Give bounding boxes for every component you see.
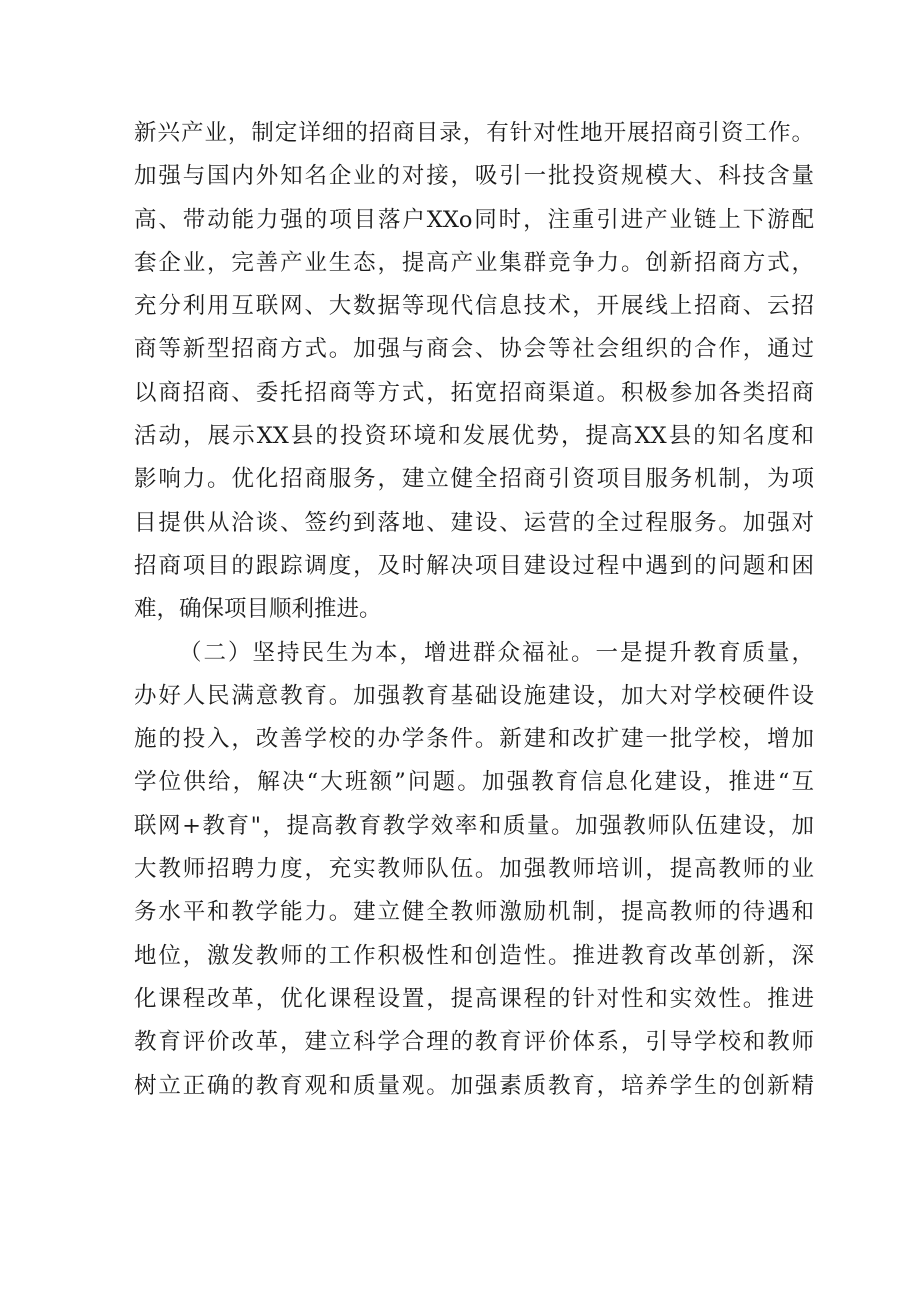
document-body [134, 112, 814, 1108]
paragraph-livelihood-education [134, 632, 814, 1108]
text-line: 施的投入，改善学校的办学条件。新建和改扩建一批学校，增加 [134, 726, 814, 753]
text-line: 高、带动能力强的项目落户XXo同时，注重引进产业链上下游配 [134, 206, 814, 233]
text-line: 新兴产业，制定详细的招商目录，有针对性地开展招商引资工作。 [134, 120, 814, 146]
text-line: 教育评价改革，建立科学合理的教育评价体系，引导学校和教师 [134, 1029, 814, 1056]
text-line: 大教师招聘力度，充实教师队伍。加强教师培训，提高教师的业 [134, 856, 814, 883]
text-line: 地位，激发教师的工作积极性和创造性。推进教育改革创新，深 [134, 942, 814, 969]
text-line: 加强与国内外知名企业的对接，吸引一批投资规模大、科技含量 [134, 163, 814, 190]
paragraph-investment-attraction [134, 112, 814, 632]
text-line: 务水平和教学能力。建立健全教师激励机制，提高教师的待遇和 [134, 899, 814, 926]
text-line: 树立正确的教育观和质量观。加强素质教育，培养学生的创新精 [134, 1072, 814, 1099]
text-line: 联网+教育"，提高教育教学效率和质量。加强教师队伍建设，加 [134, 812, 814, 839]
text-line: 充分利用互联网、大数据等现代信息技术，开展线上招商、云招 [134, 293, 814, 320]
text-line: 学位供给，解决“大班额”问题。加强教育信息化建设，推进“互 [134, 769, 814, 796]
text-line: 目提供从洽谈、签约到落地、建设、运营的全过程服务。加强对 [134, 509, 814, 536]
text-line: 影响力。优化招商服务，建立健全招商引资项目服务机制，为项 [134, 466, 814, 493]
section-heading-line: （二）坚持民生为本，增进群众福祉。一是提升教育质量， [179, 639, 814, 666]
text-line: 商等新型招商方式。加强与商会、协会等社会组织的合作，通过 [134, 336, 814, 363]
text-line: 办好人民满意教育。加强教育基础设施建设，加大对学校硬件设 [134, 682, 814, 709]
text-line: 化课程改革，优化课程设置，提高课程的针对性和实效性。推进 [134, 985, 814, 1012]
text-line: 活动，展示XX县的投资环境和发展优势，提高XX县的知名度和 [134, 423, 814, 450]
text-line: 套企业，完善产业生态，提高产业集群竞争力。创新招商方式， [134, 249, 814, 276]
text-line: 难，确保项目顺利推进。 [134, 596, 382, 623]
text-line: 招商项目的跟踪调度，及时解决项目建设过程中遇到的问题和困 [134, 552, 814, 579]
text-line: 以商招商、委托招商等方式，拓宽招商渠道。积极参加各类招商 [134, 379, 814, 406]
